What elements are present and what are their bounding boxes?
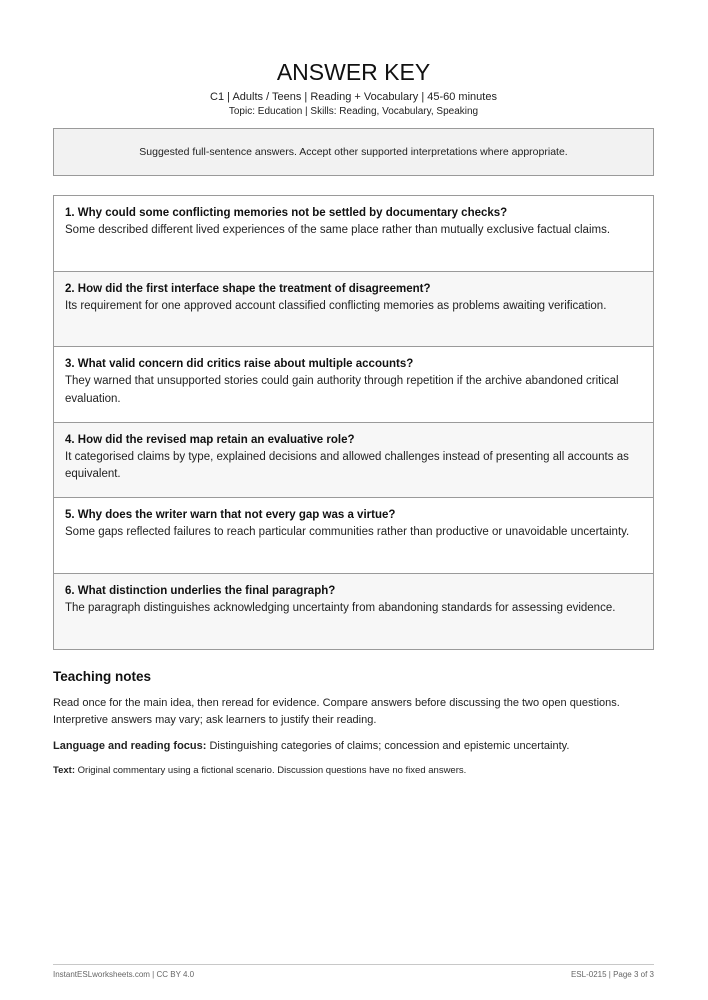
- instructions-box: [53, 128, 654, 176]
- topic-meta: Topic: Education | Skills: Reading, Vocabulary, Speaking: [228, 106, 479, 117]
- answer-text: The paragraph distinguishes acknowledging uncertainty from abandoning standards for assessing evidence.: [65, 601, 616, 614]
- answer-question: 6. What distinction underlies the final paragraph?: [65, 584, 336, 597]
- answer-question: 3. What valid concern did critics raise about multiple accounts?: [65, 358, 414, 370]
- page-title: ANSWER KEY: [276, 59, 431, 85]
- answer-question: 4. How did the revised map retain an evaluative role?: [65, 433, 355, 446]
- answer-item: [54, 196, 653, 272]
- instructions-text: Suggested full-sentence answers. Accept other supported interpretations where appropriate.: [139, 146, 568, 158]
- answer-item: [54, 423, 653, 499]
- answer-question: 2. How did the first interface shape the treatment of disagreement?: [65, 282, 431, 295]
- level-meta: C1 | Adults / Teens | Reading + Vocabulary | 45-60 minutes: [210, 91, 497, 103]
- answer-question: 5. Why does the writer warn that not every gap was a virtue?: [65, 509, 396, 521]
- footer-license: InstantESLworksheets.com | CC BY 4.0: [53, 970, 195, 979]
- answer-item: [54, 347, 653, 423]
- teaching-notes-heading: Teaching notes: [53, 669, 152, 684]
- reading-focus-note: [53, 738, 654, 755]
- answer-text: Some described different lived experiences of the same place rather than mutually exclusive factual claims.: [65, 224, 611, 236]
- reading-focus-label: Language and reading focus:: [53, 740, 207, 752]
- reading-focus-text: Distinguishing categories of claims; concession and epistemic uncertainty.: [209, 740, 570, 752]
- footer-divider: [53, 964, 654, 965]
- text-source-text: Original commentary using a fictional scenario. Discussion questions have no fixed answers.: [77, 765, 467, 776]
- answer-list: [53, 195, 654, 650]
- answer-text: Its requirement for one approved account classified conflicting memories as problems awaiting verification.: [65, 299, 607, 312]
- answer-text: It categorised claims by type, explained decisions and allowed challenges instead of presenting all accounts as equivalent.: [65, 450, 629, 480]
- text-source-note: [53, 764, 654, 778]
- teaching-notes-paragraph: Read once for the main idea, then reread for evidence. Compare answers before discussing the two open questions. Interpretive answers may vary; ask learners to justify their reading.: [53, 697, 620, 726]
- answer-text: They warned that unsupported stories could gain authority through repetition if the archive abandoned critical evaluation.: [65, 375, 619, 405]
- answer-text: Some gaps reflected failures to reach particular communities rather than productive or unavoidable uncertainty.: [65, 526, 630, 538]
- footer-page-number: ESL-0215 | Page 3 of 3: [570, 970, 654, 979]
- answer-item: [54, 272, 653, 348]
- text-source-label: Text:: [53, 765, 75, 776]
- answer-item: [54, 574, 653, 649]
- answer-question: 1. Why could some conflicting memories not be settled by documentary checks?: [65, 207, 508, 219]
- answer-item: [54, 498, 653, 574]
